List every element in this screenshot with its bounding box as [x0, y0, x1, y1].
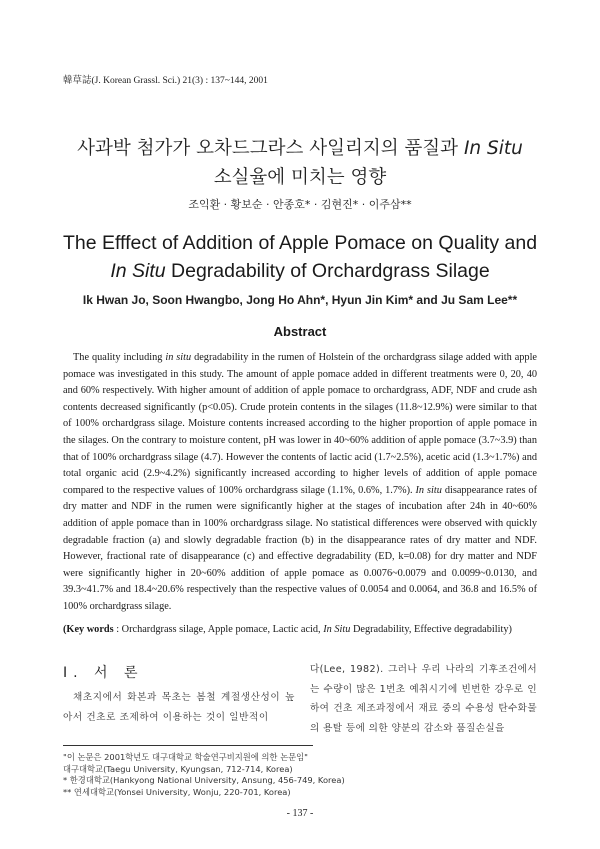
keywords-label: (Key words: [63, 624, 114, 635]
footnote-2: 대구대학교(Taegu University, Kyungsan, 712-714, Korea): [63, 763, 293, 774]
journal-reference: 韓草誌(J. Korean Grassl. Sci.) 21(3) : 137~144, 2001: [63, 76, 268, 86]
footnote-1: "이 논문은 2001학년도 대구대학교 학술연구비지원에 의한 논문임": [63, 752, 308, 762]
abstract-text-1: The quality including: [73, 352, 166, 363]
keywords: [63, 622, 537, 637]
abstract-italic-2: In situ: [415, 484, 442, 496]
korean-title-line2: 소실율에 미치는 영향: [213, 167, 387, 188]
korean-authors: 조익환 · 황보순 · 안종호* · 김현진* · 이주삼**: [188, 198, 412, 211]
english-title-italic: In Situ: [110, 260, 166, 282]
footnote-divider: [63, 745, 313, 746]
right-column-text: 다(Lee, 1982). 그러나 우리 나라의 기후조건에서는 수량이 많은 1번초 예취시기에 빈번한 강우로 인하여 건초 제조과정에서 재료 중의 수용성 탄수화물의 용탈 등에 의한 양분의 감소와 품질손실을: [310, 664, 537, 734]
keywords-text-b: Degradability, Effective degradability): [350, 624, 512, 635]
abstract-heading: Abstract: [273, 324, 327, 339]
abstract-text-2: degradability in the rumen of Holstein of the orchardgrass silage added with apple pomace was investigated in this study. The amount of apple pomace added in different treatments were 0, 20, 40 and 60% respectively. With higher amount of addition of apple pomace to orchardgrass, ADF, NDF and crude ash contents decreased significantly (p<0.05). Crude protein contents in the silages (11.8~12.9%) were similar to that of 100% orchardgrass silage. Moisture contents increased according to the higher proportion of apple pomace in the silages. On the contrary to moisture content, pH was lower in 40~60% addition of apple pomace (3.7~3.9) than that of 100% orchardgrass silage (4.7). However the contents of lactic acid (1.7~2.5%), acetic acid (1.3~1.7%) and total organic acid (2.9~4.2%) significantly increased according to higher levels of addition of apple pomace compared to the respective values of 100% orchardgrass silage (1.1%, 0.6%, 1.7%).: [63, 352, 538, 496]
korean-title-italic: In Situ: [463, 138, 523, 159]
abstract-body: [63, 350, 537, 616]
section-heading-introduction: Ⅰ. 서 론: [63, 665, 144, 681]
english-title-line1: The Efffect of Addition of Apple Pomace on Quality and: [62, 232, 538, 254]
keywords-italic: In Situ: [323, 624, 351, 635]
footnote-4: ** 연세대학교(Yonsei University, Wonju, 220-701, Korea): [63, 786, 291, 797]
page-number: - 137 -: [286, 808, 314, 819]
english-authors: Ik Hwan Jo, Soon Hwangbo, Jong Ho Ahn*, Hyun Jin Kim* and Ju Sam Lee**: [82, 293, 518, 307]
korean-title-line1: [0, 134, 600, 160]
english-title-rest: Degradability of Orchardgrass Silage: [165, 260, 490, 282]
abstract-text-3: disappearance rates of dry matter and NDF in the rumen were significantly higher at the stages of incubation after 24h in 40~60% addition of apple pomace than in 100% orchardgrass silage. No statistical differences were observed with quickly degradable fraction (a) and slowly degradable fraction (b) in the disappearance rates of dry matter and NDF. However, fractional rate of disappearance (c) and effective degradability (ED, k=0.08) for dry matter and NDF were significantly higher in 20~60% addition of apple pomace as 0.0076~0.0079 and 0.0099~0.0130, and 39.3~41.7% and 18.4~20.6% respectively than the respective values of 0.0054 and 0.0064, and 36.8 and 16.5% of 100% orchardgrass silage.: [63, 484, 537, 612]
keywords-text-a: : Orchardgrass silage, Apple pomace, Lactic acid,: [113, 624, 324, 635]
abstract-italic-1: in situ: [165, 352, 192, 363]
footnotes: [63, 752, 537, 798]
korean-title-text: 사과박 첨가가 오차드그라스 사일리지의 품질과: [77, 138, 464, 159]
footnote-3: * 한경대학교(Hankyong National University, Ansung, 456-749, Korea): [63, 775, 345, 786]
english-title-line2: [0, 260, 600, 283]
left-column-text: 채초지에서 화본과 목초는 봄철 계절생산성이 높아서 건초로 조제하여 이용하는 것이 일반적이: [63, 692, 295, 723]
